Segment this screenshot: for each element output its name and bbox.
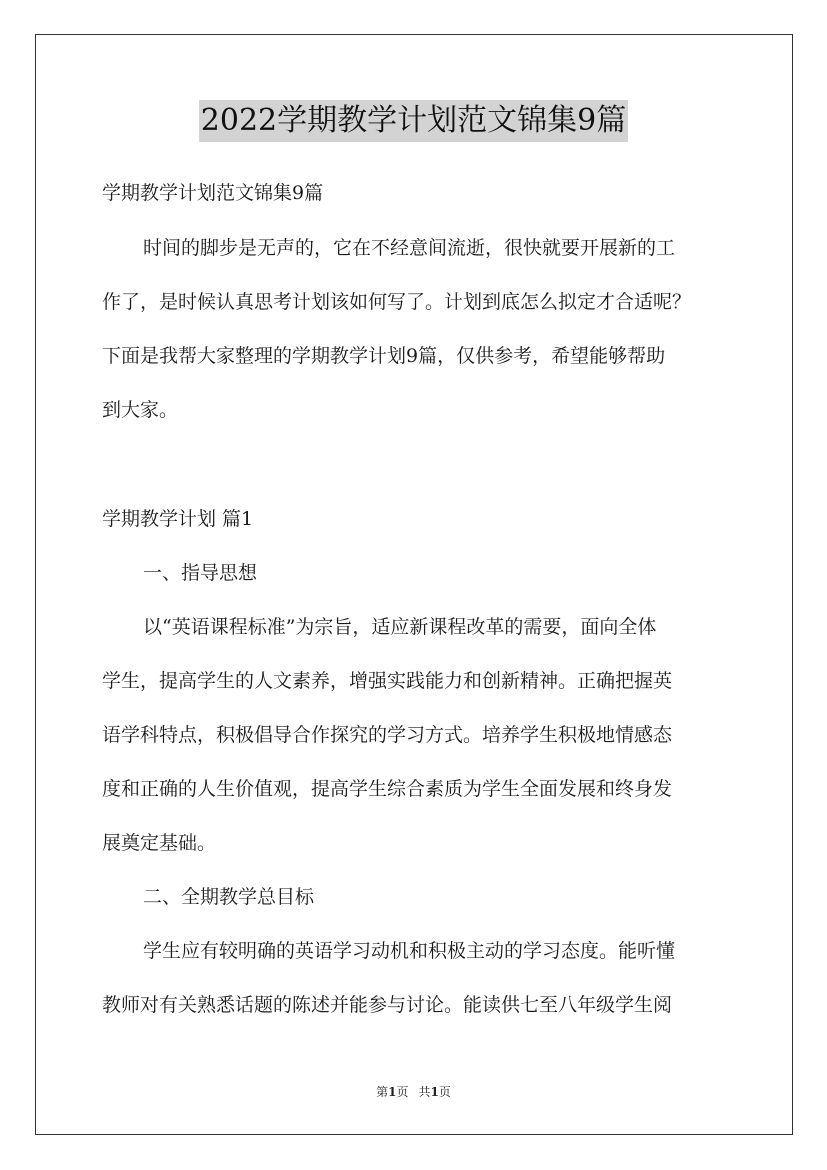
footer-page-suffix: 页 (396, 1085, 409, 1099)
page-footer (0, 1084, 827, 1100)
heading-overall-goal: 二、全期教学总目标 (143, 886, 315, 908)
para-one-line-1: 以“英语课程标准”为宗旨，适应新课程改革的需要，面向全体 (143, 616, 657, 638)
footer-page-prefix: 第 (376, 1085, 389, 1099)
title-container (0, 100, 827, 142)
para-one-line-2: 学生，提高学生的人文素养，增强实践能力和创新精神。正确把握英 (102, 670, 673, 692)
para-one-line-3: 语学科特点，积极倡导合作探究的学习方式。培养学生积极地情感态 (102, 724, 673, 746)
para-one-line-5: 展奠定基础。 (102, 832, 217, 854)
para-two-line-1: 学生应有较明确的英语学习动机和积极主动的学习态度。能听懂 (143, 940, 676, 962)
section-heading: 学期教学计划 篇1 (102, 508, 254, 530)
heading-guiding-ideology: 一、指导思想 (143, 562, 258, 584)
intro-line-2: 作了，是时候认真思考计划该如何写了。计划到底怎么拟定才合适呢？ (102, 291, 692, 313)
intro-line-3: 下面是我帮大家整理的学期教学计划9篇，仅供参考，希望能够帮助 (102, 345, 666, 367)
footer-total-number: 1 (430, 1085, 439, 1099)
para-two-line-2: 教师对有关熟悉话题的陈述并能参与讨论。能读供七至八年级学生阅 (102, 994, 673, 1016)
footer-page-number: 1 (388, 1085, 397, 1099)
intro-line-1: 时间的脚步是无声的，它在不经意间流逝，很快就要开展新的工 (143, 237, 676, 259)
footer-total-suffix: 页 (438, 1085, 451, 1099)
para-one-line-4: 度和正确的人生价值观，提高学生综合素质为学生全面发展和终身发 (102, 778, 673, 800)
footer-total-prefix: 共 (418, 1085, 431, 1099)
intro-line-4: 到大家。 (102, 399, 179, 421)
document-subtitle: 学期教学计划范文锦集9篇 (102, 182, 324, 204)
document-title: 2022学期教学计划范文锦集9篇 (199, 100, 628, 142)
